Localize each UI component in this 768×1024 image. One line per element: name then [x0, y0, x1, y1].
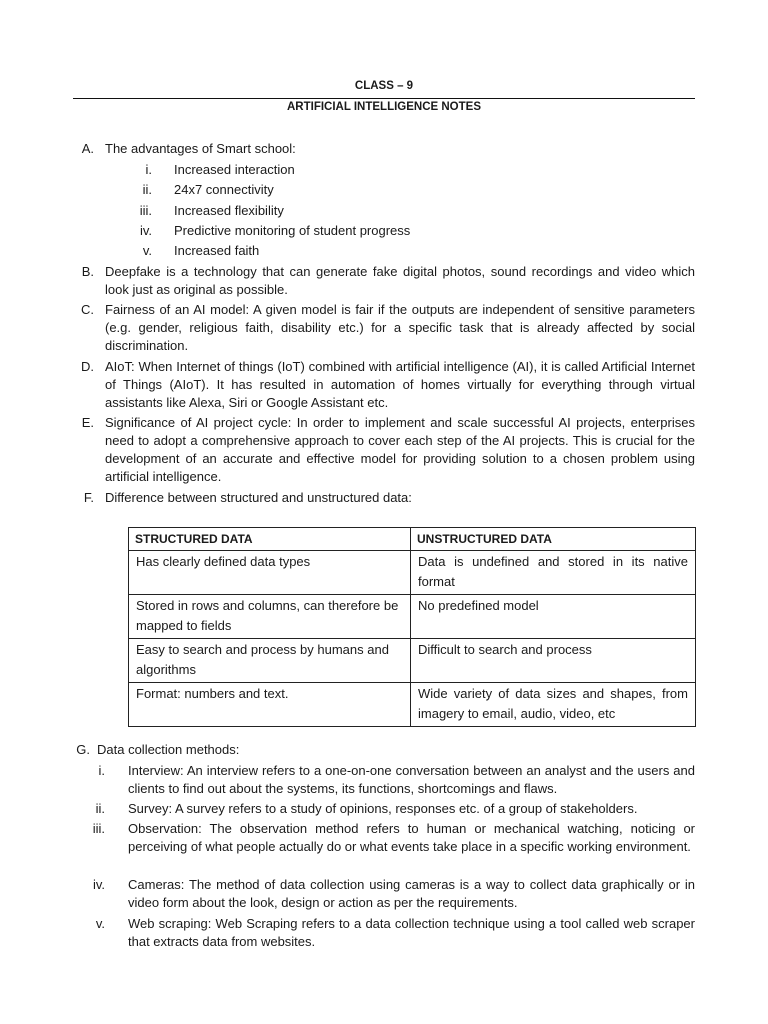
- table-row: [129, 683, 696, 727]
- table-header-cell: STRUCTURED DATA: [129, 528, 411, 551]
- list-marker: i.: [98, 763, 105, 778]
- section-a-title: The advantages of Smart school:: [105, 141, 296, 156]
- list-item: Observation: The observation method refers to human or mechanical watching, noticing or perceiving of what people actually do or what events take place in a specific working environment.: [128, 821, 695, 854]
- section-b-marker: B.: [81, 264, 94, 279]
- list-marker: ii.: [95, 801, 105, 816]
- list-marker: v.: [95, 916, 105, 931]
- section-c-text: Fairness of an AI model: A given model is fair if the outputs are independent of sensitive parameters (e.g. gender, religious faith, disability etc.) for a specific task that is already affected by social discrimination.: [105, 302, 695, 353]
- section-f-marker: F.: [83, 490, 94, 505]
- table-cell: Format: numbers and text.: [129, 683, 411, 727]
- section-a-marker: A.: [81, 141, 94, 156]
- list-marker: iii.: [139, 203, 152, 218]
- header-divider: [73, 98, 695, 99]
- list-item: Interview: An interview refers to a one-on-one conversation between an analyst and the users and clients to find out about the systems, its functions, shortcomings and flaws.: [128, 763, 695, 796]
- list-marker: iv.: [92, 877, 105, 892]
- list-item: Survey: A survey refers to a study of opinions, responses etc. of a group of stakeholders.: [128, 801, 638, 816]
- section-c-marker: C.: [81, 302, 94, 317]
- list-item: Increased interaction: [174, 162, 295, 177]
- list-item: Increased flexibility: [174, 203, 284, 218]
- section-b-text: Deepfake is a technology that can generate fake digital photos, sound recordings and video which look just as original as possible.: [105, 264, 695, 297]
- section-e-text: Significance of AI project cycle: In order to implement and scale successful AI projects, enterprises need to adopt a comprehensive approach to cover each step of the AI projects. This is crucial for the development of an accurate and effective model for providing solution to a chosen problem using artificial intelligence.: [105, 415, 695, 484]
- data-comparison-table: [128, 527, 696, 727]
- section-d-text: AIoT: When Internet of things (IoT) combined with artificial intelligence (AI), it is called Artificial Internet of Things (AIoT). It has resulted in automation of homes virtually for everything through virtual assistants like Alexa, Siri or Google Assistant etc.: [105, 359, 695, 410]
- table-cell: Stored in rows and columns, can therefore be mapped to fields: [129, 595, 411, 639]
- class-title: CLASS – 9: [354, 80, 414, 92]
- table-row: [129, 639, 696, 683]
- list-marker: i.: [145, 162, 152, 177]
- subject-title: ARTIFICIAL INTELLIGENCE NOTES: [286, 101, 481, 113]
- section-g-marker: G.: [76, 742, 90, 757]
- list-item: Cameras: The method of data collection using cameras is a way to collect data graphically or in video form about the look, design or action as per the requirements.: [128, 877, 695, 910]
- list-marker: v.: [142, 243, 152, 258]
- list-item: 24x7 connectivity: [174, 182, 274, 197]
- table-cell: Has clearly defined data types: [129, 551, 411, 595]
- list-item: Predictive monitoring of student progress: [174, 223, 411, 238]
- table-cell: No predefined model: [411, 595, 696, 639]
- list-marker: ii.: [142, 182, 152, 197]
- list-marker: iii.: [92, 821, 105, 836]
- table-row: [129, 551, 696, 595]
- section-d-marker: D.: [81, 359, 94, 374]
- list-item: Increased faith: [174, 243, 260, 258]
- table-cell: Data is undefined and stored in its native format: [411, 551, 696, 595]
- section-f-text: Difference between structured and unstructured data:: [105, 490, 412, 505]
- section-g-title: Data collection methods:: [97, 742, 240, 757]
- list-item: Web scraping: Web Scraping refers to a data collection technique using a tool called web scraper that extracts data from websites.: [128, 916, 695, 949]
- table-row: [129, 595, 696, 639]
- table-cell: Difficult to search and process: [411, 639, 696, 683]
- table-cell: Easy to search and process by humans and algorithms: [129, 639, 411, 683]
- table-header-row: [129, 528, 696, 551]
- list-marker: iv.: [139, 223, 152, 238]
- table-cell: Wide variety of data sizes and shapes, from imagery to email, audio, video, etc: [411, 683, 696, 727]
- section-e-marker: E.: [81, 415, 94, 430]
- table-header-cell: UNSTRUCTURED DATA: [411, 528, 696, 551]
